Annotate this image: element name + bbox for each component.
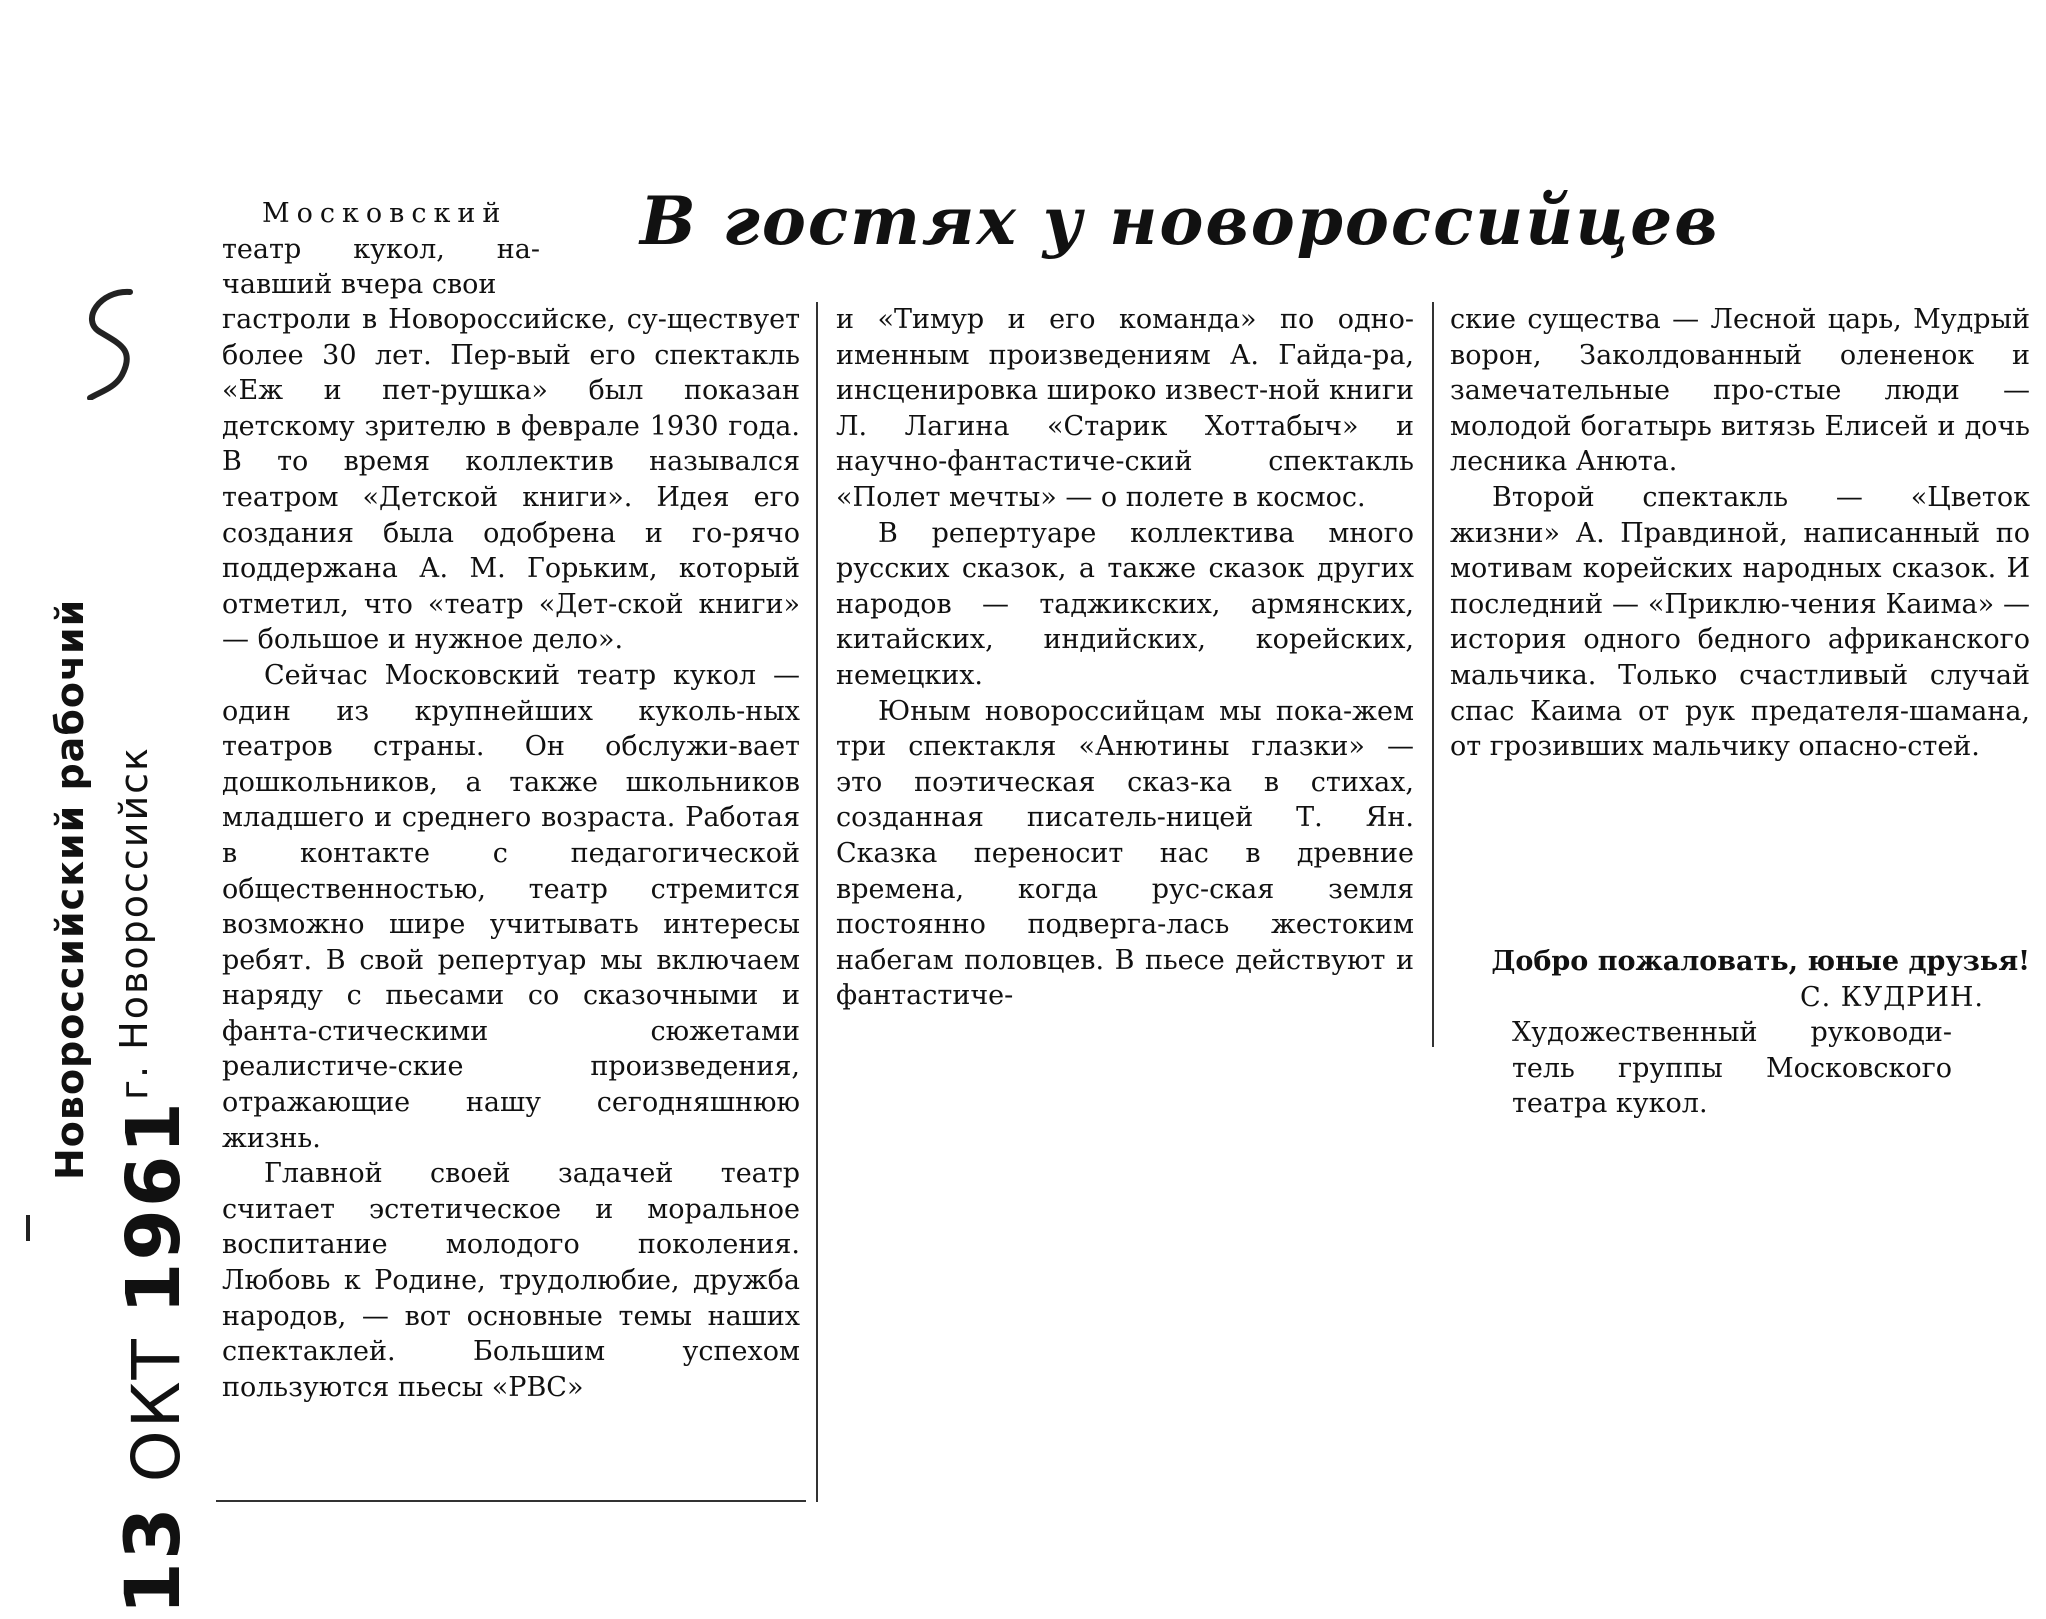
paragraph: Юным новороссийцам мы пока-жем три спектакля «Анютины глазки» — это поэтическая сказ-ка в стихах, созданная писатель-ницей Т. Ян. Сказка переносит нас в древние времена, когда рус-ская земля постоянно подверга-лась жестоким набегам половцев. В пьесе действуют и фантастиче- bbox=[836, 695, 1414, 1012]
article-intro bbox=[222, 196, 540, 303]
intro-first-word: Московский bbox=[262, 198, 508, 229]
stamp-date-day: 13 bbox=[108, 1505, 197, 1615]
article-signature bbox=[1450, 944, 2030, 1122]
column-divider bbox=[1432, 302, 1434, 1047]
pen-mark-icon bbox=[60, 280, 150, 400]
column-divider bbox=[816, 302, 818, 1502]
paragraph: ские существа — Лесной царь, Мудрый ворон, Заколдованный олененок и замечательные про-стые люди — молодой богатырь витязь Елисей и дочь лесника Анюта. bbox=[1450, 304, 2030, 478]
stamp-date-year: 1961 bbox=[111, 1100, 197, 1315]
intro-rest: театр кукол, на-чавший вчера свои bbox=[222, 233, 540, 301]
stamp-date-month: ОКТ bbox=[118, 1337, 195, 1483]
intro-paragraph bbox=[222, 196, 540, 303]
author-role: Художественный руководи-тель группы Московского театра кукол. bbox=[1512, 1017, 1952, 1120]
paragraph: В репертуаре коллектива много русских сказок, а также сказок других народов — таджикских, армянских, китайских, индийских, корейских, немецких. bbox=[836, 517, 1414, 691]
stamp-newspaper-name: Новороссийский рабочий bbox=[48, 598, 92, 1180]
article-column-2 bbox=[836, 302, 1414, 1014]
paragraph: Сейчас Московский театр кукол — один из крупнейших куколь-ных театров страны. Он обслужи-вает дошкольников, а также школьников младшего и среднего возраста. Работая в контакте с педагогической общественностью, театр стремится возможно шире учитывать интересы ребят. В свой репертуар мы включаем наряду с пьесами со сказочными и фанта-стическими сюжетами реалистиче-ские произведения, отражающие нашу сегодняшнюю жизнь. bbox=[222, 659, 800, 1154]
paragraph: Главной своей задачей театр считает эстетическое и моральное воспитание молодого поколения. Любовь к Родине, трудолюбие, дружба народов, — вот основные темы наших спектаклей. Большим успехом пользуются пьесы «РВС» bbox=[222, 1158, 800, 1403]
edge-tick-mark bbox=[26, 1215, 30, 1241]
paragraph: Второй спектакль — «Цветок жизни» А. Правдиной, написанный по мотивам корейских народных сказок. И последний — «Приклю-чения Каима» — история одного бедного африканского мальчика. Только счастливый случай спас Каима от рук предателя-шамана, от грозивших мальчику опасно-стей. bbox=[1450, 481, 2030, 763]
article-column-1 bbox=[222, 302, 800, 1405]
author-name: С. КУДРИН. bbox=[1799, 981, 1984, 1013]
article-title: В гостях у новороссийцев bbox=[640, 182, 1720, 260]
article-column-3 bbox=[1450, 302, 2030, 765]
closing-greeting: Добро пожаловать, юные друзья! bbox=[1491, 946, 2030, 977]
column-bottom-rule bbox=[216, 1500, 806, 1502]
stamp-city: г. Новороссийск bbox=[112, 746, 156, 1100]
paragraph: гастроли в Новороссийске, су-ществует более 30 лет. Пер-вый его спектакль «Еж и пет-рушка» был показан детскому зрителю в феврале 1930 года. В то время коллектив назывался театром «Детской книги». Идея его создания была одобрена и го-рячо поддержана А. М. Горьким, который отметил, что «театр «Дет-ской книги» — большое и нужное дело». bbox=[222, 304, 800, 656]
paragraph: и «Тимур и его команда» по одно-именным произведениям А. Гайда-ра, инсценировка широко извест-ной книги Л. Лагина «Старик Хоттабыч» и научно-фантастиче-ский спектакль «Полет мечты» — о полете в космос. bbox=[836, 304, 1415, 513]
stamp-date bbox=[108, 1100, 197, 1615]
